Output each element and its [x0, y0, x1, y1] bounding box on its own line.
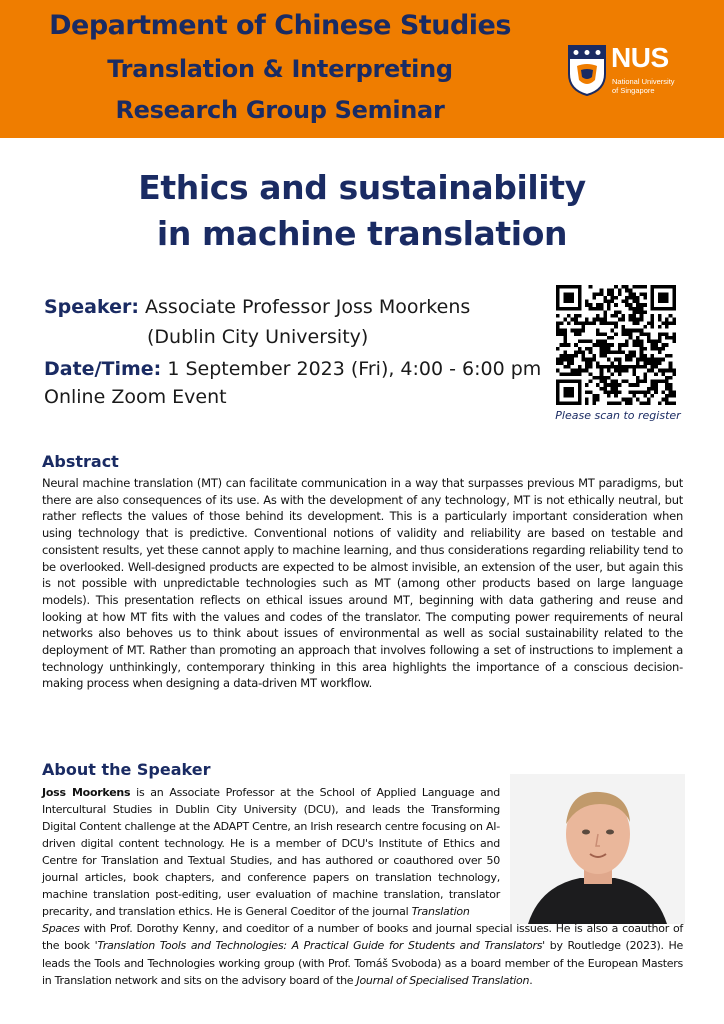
journal-name: Translation [411, 905, 470, 918]
speaker-name: Associate Professor Joss Moorkens [145, 296, 471, 318]
group-title: Translation & Interpreting [107, 55, 453, 83]
nus-wordmark: NUS [611, 42, 669, 73]
datetime-line [44, 358, 541, 380]
department-title: Department of Chinese Studies [49, 10, 511, 41]
qr-caption: Please scan to register [555, 409, 681, 422]
seminar-title: Research Group Seminar [115, 96, 445, 124]
venue: Online Zoom Event [44, 386, 227, 408]
speaker-bio [42, 784, 500, 920]
seminar-topic-line2: in machine translation [156, 214, 568, 253]
registration-qr-code[interactable] [556, 285, 676, 405]
speaker-photo [510, 774, 685, 924]
journal-name-2: Journal of Specialised Translation [356, 974, 530, 988]
bio-part3: ' by Routledge (2023). He leads the Tools and Technologies working group (with Prof. Tomáš Svoboda) as a board member of the European Masters in Translation network and sits on the advisory board of the [42, 939, 683, 988]
journal-name-cont: Spaces [42, 922, 80, 935]
abstract-heading: Abstract [42, 452, 119, 471]
abstract-text: Neural machine translation (MT) can facilitate communication in a way that surpasses previous MT paradigms, but there are also consequences of its use. As with the development of any technology, MT is not ethically neutral, but rather reflects the values of those behind its development. This is a particularly important consideration when using technology that is predictive. Conventional notions of validity and reliability are based on testable and consistent results, yet these cannot apply to machine learning, and thus considerations regarding reliability tend to be overlooked. Well-designed products are expected to be almost invisible, an extension of the user, but again this is not possible with unpredictable technologies such as MT (among other products based on large language models). This presentation reflects on ethical issues around MT, beginning with data gathering and reuse and looking at how MT fits with the values and codes of the translator. The computing power requirements of neural networks also behoves us to think about issues of environmental as well as social sustainability related to the deployment of MT. Rather than promoting an approach that involves following a set of instructions to implement a technology unthinkingly, contemporary thinking in this area highlights the importance of a conscious decision-making process when designing a data-driven MT workflow. [42, 476, 683, 691]
speaker-bio-continued [42, 920, 683, 990]
seminar-topic-line1: Ethics and sustainability [138, 168, 586, 207]
speaker-line [44, 296, 470, 318]
bio-part2: with Prof. Dorothy Kenny, and coeditor of a number of books and journal special issues. He is also a coauthor of the book ' [42, 922, 683, 953]
datetime-value: 1 September 2023 (Fri), 4:00 - 6:00 pm [167, 358, 542, 380]
header-banner [0, 0, 724, 138]
about-heading: About the Speaker [42, 760, 211, 779]
nus-subtitle [612, 77, 692, 95]
speaker-label: Speaker: [44, 296, 139, 318]
bio-end: . [529, 974, 533, 988]
nus-crest-icon [567, 44, 607, 96]
speaker-bio-name: Joss Moorkens [42, 786, 131, 799]
nus-subtitle-line2: of Singapore [612, 86, 655, 95]
bio-part1: is an Associate Professor at the School of Applied Language and Intercultural Studies in Dublin City University (DCU), and leads the Transforming Digital Content challenge at the ADAPT Centre, an Irish research centre focusing on AI-driven digital content technology. He is a member of DCU's Institute of Ethics and Centre for Translation and Textual Studies, and has authored or coauthored over 50 journal articles, book chapters, and conference papers on translation technology, machine translation post-editing, user evaluation of machine translation, translator precarity, and translation ethics. He is General Coeditor of the journal [42, 786, 501, 918]
nus-logo [567, 44, 692, 100]
nus-subtitle-line1: National University [612, 77, 675, 86]
book-title: Translation Tools and Technologies: A Practical Guide for Students and Translators [97, 939, 543, 953]
datetime-label: Date/Time: [44, 358, 162, 380]
speaker-affiliation: (Dublin City University) [147, 326, 369, 348]
